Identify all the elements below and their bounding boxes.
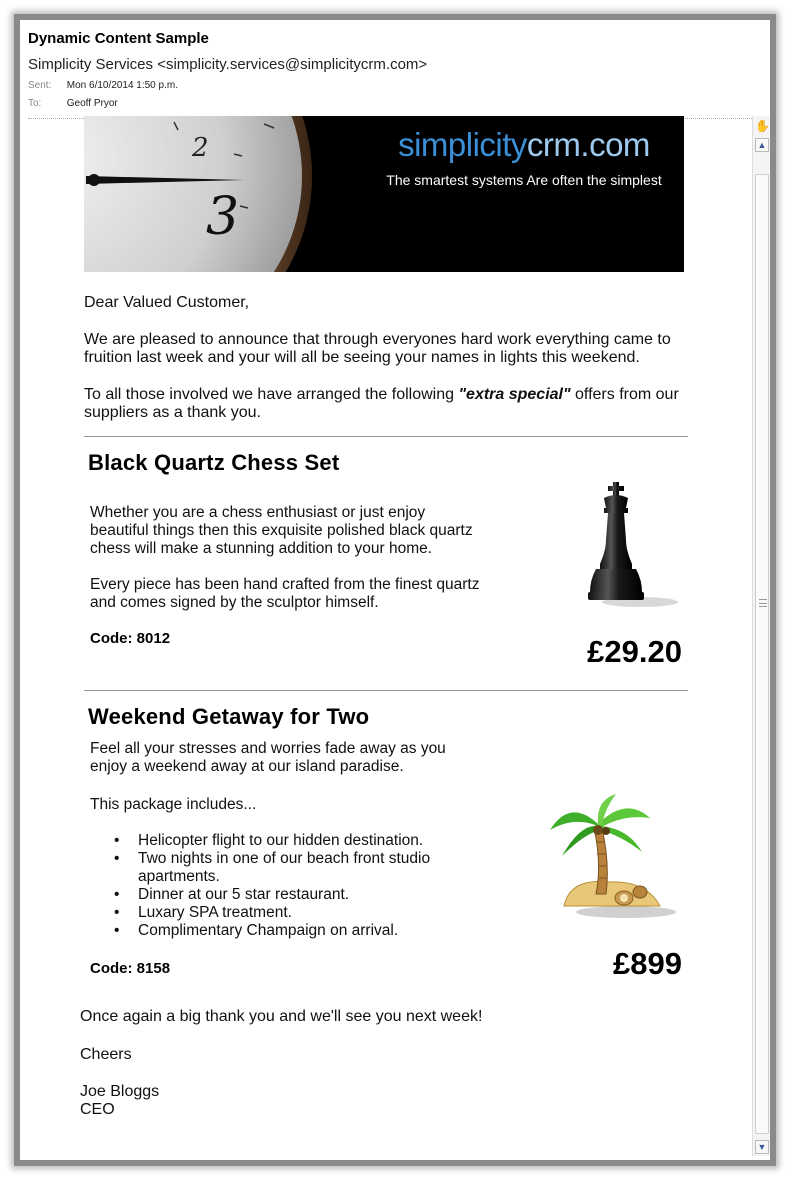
product-code: Code: 8158 xyxy=(90,960,171,977)
vertical-scrollbar[interactable] xyxy=(752,116,770,1156)
closing-thanks: Once again a big thank you and we'll see you next week! xyxy=(80,1008,483,1025)
brand-logo-part2: crm.com xyxy=(526,126,650,163)
hand-tool-icon[interactable]: ✋ xyxy=(755,119,770,133)
scroll-up-button[interactable]: ▲ xyxy=(755,138,769,152)
sent-value: Mon 6/10/2014 1:50 p.m. xyxy=(66,80,178,91)
product-description xyxy=(90,504,473,558)
brand-logo-part1: simplicity xyxy=(398,126,527,163)
section-divider xyxy=(84,690,688,691)
offer-line-1 xyxy=(84,386,679,404)
product-description-2 xyxy=(90,576,479,612)
product-desc-line: Whether you are a chess enthusiast or just enjoy xyxy=(90,504,426,521)
scroll-down-button[interactable]: ▼ xyxy=(755,1140,769,1154)
offer-emphasis: "extra special" xyxy=(458,386,571,403)
product-price: £899 xyxy=(613,946,682,981)
product-title: Black Quartz Chess Set xyxy=(88,450,340,475)
closing-cheers: Cheers xyxy=(80,1046,132,1063)
product-code: Code: 8012 xyxy=(90,630,171,647)
list-item-continuation: apartments. xyxy=(138,868,220,885)
clock-icon xyxy=(84,116,314,272)
section-divider xyxy=(84,436,688,437)
product-desc-line: beautiful things then this exquisite polished black quartz xyxy=(90,522,473,539)
clock-numeral-2: 2 xyxy=(192,133,209,163)
product-desc-line: enjoy a weekend away at our island paradise. xyxy=(90,758,404,775)
package-list xyxy=(90,832,430,940)
email-body xyxy=(20,116,746,1156)
palm-tree-icon xyxy=(550,794,680,922)
list-item: • Dinner at our 5 star restaurant. xyxy=(90,886,430,904)
intro-line-1: We are pleased to announce that through everyones hard work everything came to xyxy=(84,331,671,348)
product-desc-line: chess will make a stunning addition to your home. xyxy=(90,540,433,557)
sent-row xyxy=(28,80,178,91)
sent-label: Sent: xyxy=(28,80,52,91)
offer-line-1-start: To all those involved we have arranged the following xyxy=(84,386,459,403)
list-item: • Complimentary Champaign on arrival. xyxy=(90,922,430,940)
list-item: • Helicopter flight to our hidden destination. xyxy=(90,832,430,850)
to-recipient[interactable]: Geoff Pryor xyxy=(66,98,118,109)
signature-title: CEO xyxy=(80,1101,115,1118)
greeting: Dear Valued Customer, xyxy=(84,294,250,311)
banner-image xyxy=(84,116,684,272)
product-description xyxy=(90,740,446,776)
email-subject: Dynamic Content Sample xyxy=(28,30,209,47)
product-desc-line: Feel all your stresses and worries fade away as you xyxy=(90,740,446,757)
list-item: • Luxary SPA treatment. xyxy=(90,904,430,922)
product-title: Weekend Getaway for Two xyxy=(88,704,370,729)
to-row xyxy=(28,98,118,109)
to-label: To: xyxy=(28,98,42,109)
package-includes-label: This package includes... xyxy=(90,796,257,813)
scrollbar-grip-icon xyxy=(759,599,767,607)
clock-numeral-3: 3 xyxy=(206,187,240,247)
product-price: £29.20 xyxy=(587,634,682,669)
list-item: • Two nights in one of our beach front studio xyxy=(90,850,430,868)
signature-name: Joe Bloggs xyxy=(80,1083,160,1100)
brand-logo xyxy=(374,126,674,164)
email-sender[interactable]: Simplicity Services <simplicity.services@simplicitycrm.com> xyxy=(28,56,428,73)
product-desc-line: and comes signed by the sculptor himself. xyxy=(90,594,379,611)
offer-line-2: suppliers as a thank you. xyxy=(84,404,261,421)
scrollbar-thumb[interactable] xyxy=(755,174,769,1134)
chess-king-icon xyxy=(580,480,680,610)
email-window xyxy=(14,14,776,1166)
product-desc-line: Every piece has been hand crafted from the finest quartz xyxy=(90,576,480,593)
brand-tagline: The smartest systems Are often the simplest xyxy=(386,172,662,188)
intro-line-2: fruition last week and your will all be seeing your names in lights this weekend. xyxy=(84,349,640,366)
offer-line-1-end: offers from our xyxy=(570,386,679,403)
email-header xyxy=(24,26,770,118)
